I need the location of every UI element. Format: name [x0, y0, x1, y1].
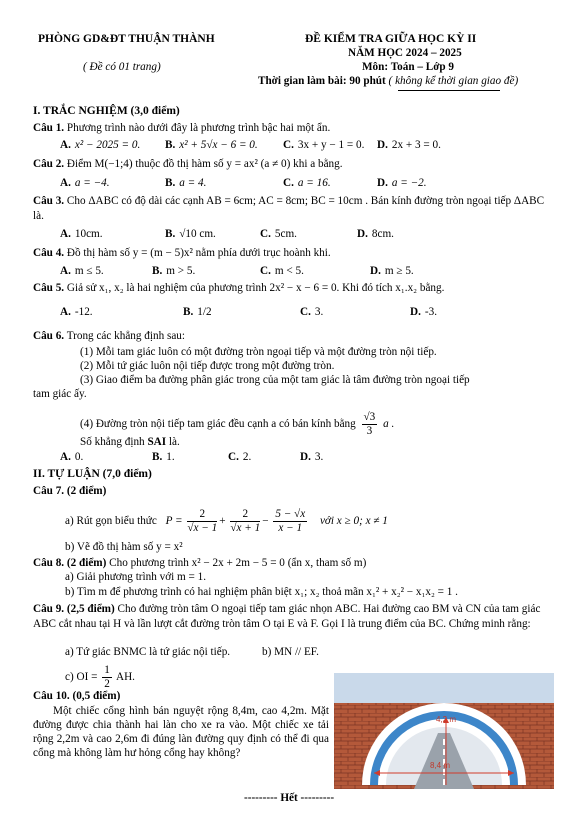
gate-illustration [334, 673, 554, 789]
q10-text: Một chiếc cổng hình bán nguyệt rộng 8,4m, cao 4,2m. Mặt đường được chia thành hai làn cho xe ra vào. Một chiếc xe tải rộng 2,2m và cao 2,6m đi đúng làn đường quy định có thể đi qua cổng mà không làm hư hỏng cổng hay không? [33, 705, 329, 760]
q1-option-a: A. x² − 2025 = 0. [60, 139, 141, 151]
q3-option-c: C. 5cm. [260, 228, 297, 240]
q2-option-c: C. a = 16. [283, 177, 331, 189]
part1-title: I. TRẮC NGHIỆM (3,0 điểm) [33, 105, 180, 117]
question-5 [33, 282, 444, 295]
question-label: Câu 4. [33, 247, 65, 259]
question-label: Câu 1. [33, 122, 65, 134]
fraction: $\frac{1}{2}$ [104, 664, 110, 690]
q9a: a) Tứ giác BNMC là tứ giác nội tiếp. [65, 646, 231, 658]
time-line [258, 75, 518, 88]
pages-note: ( Đề có 01 trang) [83, 61, 161, 73]
q7b: b) Vẽ đồ thị hàm số y = x² [65, 541, 183, 553]
subject: Môn: Toán – Lớp 9 [362, 61, 454, 73]
q3-option-b: B. √10 cm. [165, 228, 216, 240]
figure-width-label: 8,4 m [430, 761, 451, 770]
q6-option-b: B. 1. [152, 451, 175, 463]
q6-option-c: C. 2. [228, 451, 252, 463]
question-4 [33, 247, 331, 260]
q1-option-b: B. x² + 5√x − 6 = 0. [165, 139, 258, 151]
question-text: Trong các khẳng định sau: [66, 330, 185, 342]
q9b: b) MN // EF. [262, 646, 319, 658]
q9c: c) OI = $\frac{1}{2}$ AH. [65, 664, 135, 690]
question-6 [33, 330, 185, 343]
q6-option-a: A. 0. [60, 451, 84, 463]
question-text: Phương trình nào dưới đây là phương trình bậc hai một ẩn. [66, 122, 331, 134]
q4-option-b: B. m > 5. [152, 265, 196, 277]
question-label: Câu 6. [33, 330, 65, 342]
header-underline [398, 90, 500, 91]
question-8: Câu 8. (2 điểm) Cho phương trình x² − 2x + 2m − 5 = 0 (ẩn x, tham số m) [33, 557, 367, 569]
q5-option-a: A. -12. [60, 306, 93, 318]
department-name: PHÒNG GD&ĐT THUẬN THÀNH [38, 33, 215, 45]
q2-option-a: A. a = −4. [60, 177, 110, 189]
q10-title: Câu 10. (0,5 điểm) [33, 690, 121, 702]
figure-height-label: 4,2 m [436, 715, 457, 724]
q8a: a) Giải phương trình với m = 1. [65, 571, 207, 583]
q1-option-c: C. 3x + y − 1 = 0. [283, 139, 365, 151]
q2-option-b: B. a = 4. [165, 177, 207, 189]
question-9: Câu 9. (2,5 điểm) Cho đường tròn tâm O ngoại tiếp tam giác nhọn ABC. Hai đường cao BM và CN của tam giác ABC cắt nhau tại H và lần lượt cắt đường tròn tâm O tại E và F. Gọi I là trung điểm của BC. Chứng minh rằng: [33, 603, 541, 630]
q6-count: Số khẳng định SAI là. [80, 436, 180, 448]
question-text: Điểm M(−1;4) thuộc đồ thị hàm số y = ax² (a ≠ 0) khi a bằng. [66, 158, 343, 170]
part2-title: II. TỰ LUẬN (7,0 điểm) [33, 468, 152, 480]
fraction: $\frac{5 - √x}{x - 1}$ [275, 508, 306, 534]
q4-option-c: C. m < 5. [260, 265, 304, 277]
q4-option-a: A. m ≤ 5. [60, 265, 104, 277]
q4-option-d: D. m ≥ 5. [370, 265, 414, 277]
q6-option-d: D. 3. [300, 451, 324, 463]
question-1 [33, 122, 330, 135]
q5-option-c: C. 3. [300, 306, 324, 318]
time-main: Thời gian làm bài: 90 phút [258, 75, 386, 87]
school-year: NĂM HỌC 2024 – 2025 [348, 47, 462, 59]
q1-option-d: D. 2x + 3 = 0. [377, 139, 441, 151]
q6-statement-1: (1) Mỗi tam giác luôn có một đường tròn ngoại tiếp và một đường tròn nội tiếp. [80, 346, 437, 358]
q3-option-d: D. 8cm. [357, 228, 394, 240]
q6-statement-4: (4) Đường tròn nội tiếp tam giác đều cạnh a có bán kính bằng $\frac{√3}{3}$ a . [80, 411, 395, 437]
fraction: $\frac{2}{√x - 1}$ [187, 508, 218, 534]
q8b: b) Tìm m để phương trình có hai nghiệm phân biệt x₁; x₂ thoả mãn x₁² + x₂² − x₁x₂ = 1 . [65, 586, 458, 598]
gate-figure [334, 673, 554, 789]
question-3 [33, 194, 548, 223]
q5-option-d: D. -3. [410, 306, 438, 318]
question-text: Cho ΔABC có độ dài các cạnh AB = 6cm; AC = 8cm; BC = 10cm . Bán kính đường tròn ngoại tiếp ΔABC là. [33, 195, 545, 222]
end-marker: --------- Hết --------- [244, 792, 335, 804]
question-text: Đồ thị hàm số y = (m − 5)x² nằm phía dưới trục hoành khi. [66, 247, 331, 259]
q3-option-a: A. 10cm. [60, 228, 103, 240]
question-label: Câu 3. [33, 195, 65, 207]
fraction: $\frac{2}{√x + 1}$ [230, 508, 261, 534]
q2-option-d: D. a = −2. [377, 177, 427, 189]
q7a: a) Rút gọn biểu thức P = $\frac{2}{√x - 1}$ + $\frac{2}{√x + 1}$ − $\frac{5 - √x}{x - 1}$ với x ≥ 0; x ≠ 1 [65, 508, 388, 534]
q6-statement-3: (3) Giao điểm ba đường phân giác trong của một tam giác là tâm đường tròn ngoại tiếp [80, 374, 470, 386]
fraction: $\frac{√3}{3}$ [363, 411, 376, 437]
q6-statement-3-cont: tam giác ấy. [33, 388, 87, 400]
question-text: Giả sử x₁, x₂ là hai nghiệm của phương trình 2x² − x − 6 = 0. Khi đó tích x₁.x₂ bằng. [66, 282, 445, 294]
q7-title: Câu 7. (2 điểm) [33, 485, 107, 497]
question-label: Câu 5. [33, 282, 65, 294]
exam-title: ĐỀ KIỂM TRA GIỮA HỌC KỲ II [305, 33, 477, 45]
q5-option-b: B. 1/2 [183, 306, 212, 318]
q6-statement-2: (2) Mỗi tứ giác luôn nội tiếp được trong một đường tròn. [80, 360, 335, 372]
question-label: Câu 2. [33, 158, 65, 170]
question-2 [33, 158, 343, 171]
time-note: ( không kể thời gian giao đề) [388, 75, 519, 87]
